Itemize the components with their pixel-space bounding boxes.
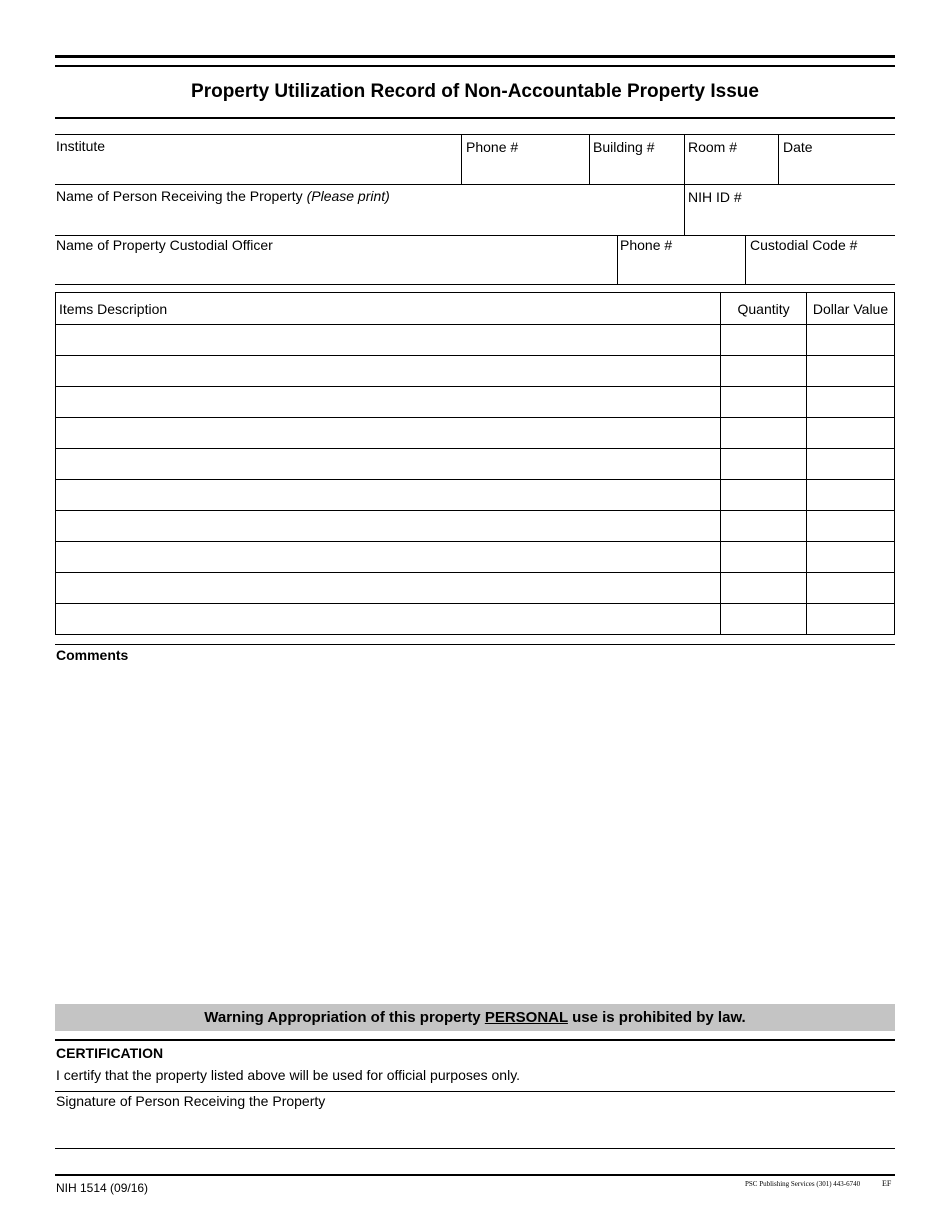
item-quantity-cell[interactable] (721, 449, 807, 480)
item-quantity-cell[interactable] (721, 542, 807, 573)
item-dollar-value-cell[interactable] (807, 418, 895, 449)
building-label: Building # (593, 139, 655, 155)
items-body (56, 325, 895, 635)
form-number: NIH 1514 (09/16) (56, 1181, 149, 1195)
item-dollar-value-cell[interactable] (807, 387, 895, 418)
footer-rule (55, 1174, 895, 1176)
institute-field[interactable] (55, 135, 461, 184)
publisher-info: PSC Publishing Services (301) 443-6740 (745, 1180, 861, 1188)
warning-text-after: use is prohibited by law. (567, 1009, 746, 1026)
item-description-cell[interactable] (56, 511, 721, 542)
certification-rule (55, 1039, 895, 1041)
item-dollar-value-cell[interactable] (807, 604, 895, 635)
items-header-row (56, 293, 895, 325)
item-description-cell[interactable] (56, 356, 721, 387)
top-rule-thin (55, 65, 895, 67)
custodial-officer-label: Name of Property Custodial Officer (56, 237, 273, 253)
item-description-cell[interactable] (56, 418, 721, 449)
warning-emphasis: PERSONAL (484, 1009, 568, 1026)
table-row (56, 325, 895, 356)
phone-label: Phone # (466, 139, 519, 155)
item-quantity-cell[interactable] (721, 480, 807, 511)
certification-heading: CERTIFICATION (56, 1045, 164, 1061)
item-description-cell[interactable] (56, 480, 721, 511)
ef-mark: EF (882, 1179, 892, 1188)
dollar-value-header: Dollar Value (807, 293, 895, 325)
item-quantity-cell[interactable] (721, 573, 807, 604)
item-description-cell[interactable] (56, 573, 721, 604)
item-quantity-cell[interactable] (721, 511, 807, 542)
signature-bottom-rule (55, 1148, 895, 1149)
item-dollar-value-cell[interactable] (807, 325, 895, 356)
item-description-cell[interactable] (56, 542, 721, 573)
item-dollar-value-cell[interactable] (807, 356, 895, 387)
table-row (56, 449, 895, 480)
quantity-header: Quantity (721, 293, 807, 325)
item-description-cell[interactable] (56, 604, 721, 635)
items-table (55, 292, 895, 635)
item-description-cell[interactable] (56, 325, 721, 356)
item-dollar-value-cell[interactable] (807, 480, 895, 511)
items-description-header: Items Description (56, 293, 721, 325)
item-quantity-cell[interactable] (721, 604, 807, 635)
warning-banner (55, 1004, 895, 1031)
page-title: Property Utilization Record of Non-Accountable Property Issue (191, 81, 759, 102)
table-row (56, 356, 895, 387)
comments-field[interactable] (55, 645, 895, 1000)
item-quantity-cell[interactable] (721, 325, 807, 356)
table-row (56, 511, 895, 542)
table-row (56, 542, 895, 573)
certification-statement: I certify that the property listed above will be used for official purposes only. (56, 1067, 521, 1083)
table-row (56, 604, 895, 635)
nih-id-label: NIH ID # (688, 189, 742, 205)
item-dollar-value-cell[interactable] (807, 449, 895, 480)
item-dollar-value-cell[interactable] (807, 542, 895, 573)
room-label: Room # (688, 139, 738, 155)
item-quantity-cell[interactable] (721, 387, 807, 418)
item-quantity-cell[interactable] (721, 356, 807, 387)
title-underline (55, 117, 895, 119)
item-description-cell[interactable] (56, 449, 721, 480)
signature-label: Signature of Person Receiving the Property (56, 1093, 326, 1109)
item-quantity-cell[interactable] (721, 418, 807, 449)
table-row (56, 387, 895, 418)
receiver-name-hint: (Please print) (306, 188, 390, 204)
custodial-code-label: Custodial Code # (750, 237, 858, 253)
officer-phone-label: Phone # (620, 237, 673, 253)
table-row (56, 573, 895, 604)
row3-bottom-rule (55, 284, 895, 285)
warning-text-before: Warning Appropriation of this property (204, 1009, 485, 1026)
institute-label: Institute (56, 138, 106, 154)
date-label: Date (783, 139, 813, 155)
table-row (56, 480, 895, 511)
item-dollar-value-cell[interactable] (807, 511, 895, 542)
top-rule-thick (55, 55, 895, 58)
table-row (56, 418, 895, 449)
receiver-name-label (56, 188, 390, 204)
receiver-name-label-text: Name of Person Receiving the Property (56, 188, 303, 204)
item-dollar-value-cell[interactable] (807, 573, 895, 604)
item-description-cell[interactable] (56, 387, 721, 418)
comments-label: Comments (56, 647, 129, 663)
